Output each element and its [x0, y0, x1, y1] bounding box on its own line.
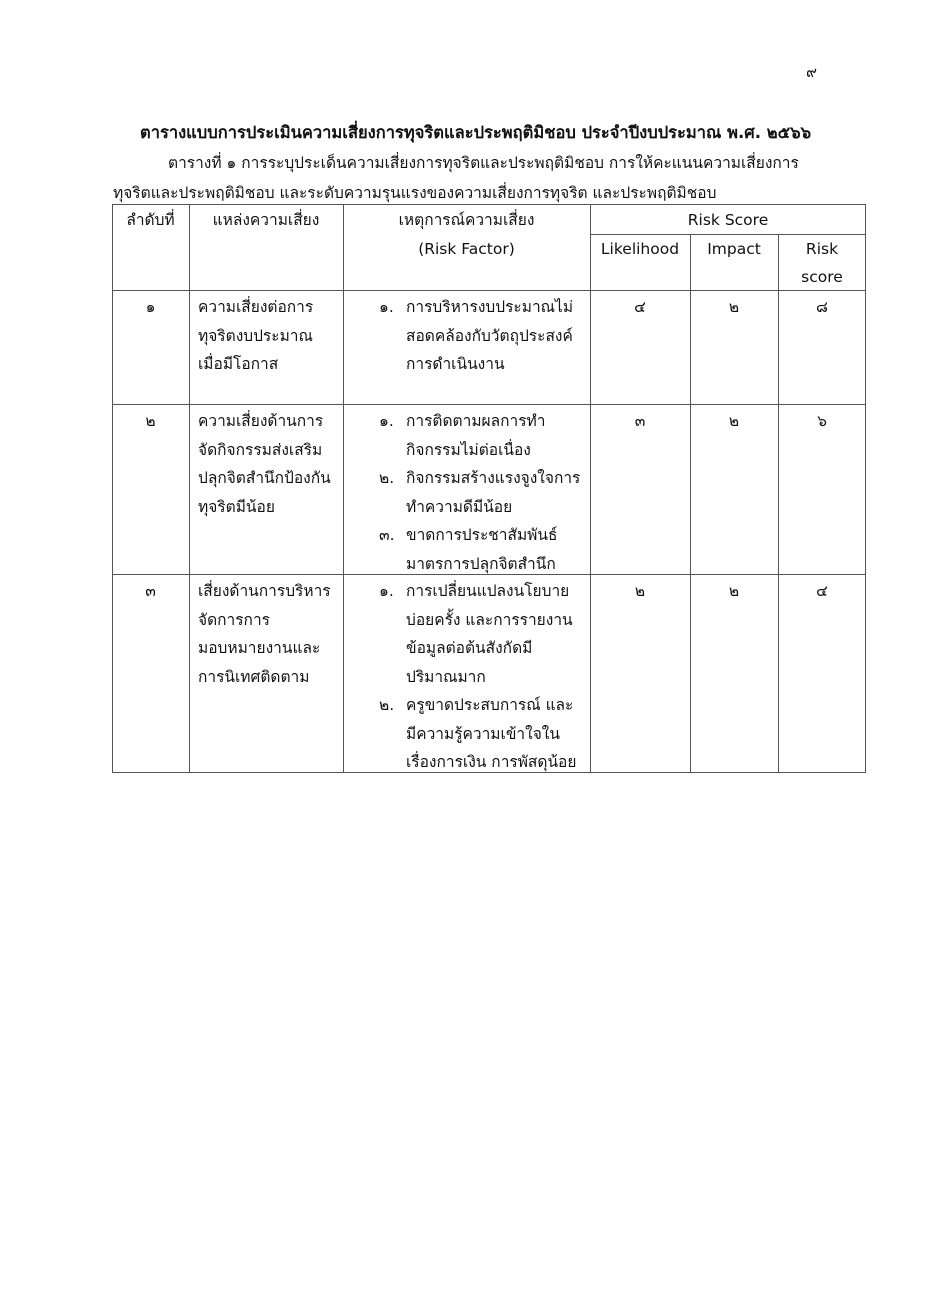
row-2-score: ๖ — [817, 412, 827, 430]
factor-text: การเปลี่ยนแปลงนโยบาย บ่อยครั้ง และการรายงาน ข้อมูลต่อต้นสังกัดมี ปริมาณมาก — [406, 582, 573, 686]
intro-line-2: ทุจริตและประพฤติมิชอบ และระดับความรุนแรงของความเสี่ยงการทุจริต และประพฤติมิชอบ — [113, 184, 717, 202]
source-line: ทุจริตมีน้อย — [198, 497, 275, 516]
source-line: ความเสี่ยงด้านการ — [198, 412, 324, 430]
row-2-source — [198, 407, 331, 521]
row-1-impact: ๒ — [728, 298, 740, 316]
source-line: การนิเทศติดตาม — [198, 667, 310, 686]
factor-text: การบริหารงบประมาณไม่ สอดคล้องกับวัตถุประสงค์ การดำเนินงาน — [406, 298, 574, 373]
intro-line-1: ตารางที่ ๑ การระบุประเด็นความเสี่ยงการทุจริตและประพฤติมิชอบ การให้คะแนนความเสี่ยงการ — [168, 154, 799, 172]
row-2-likelihood: ๓ — [634, 412, 646, 430]
factor-text: กิจกรรมสร้างแรงจูงใจการ ทำความดีมีน้อย — [406, 469, 581, 516]
source-line: จัดกิจกรรมส่งเสริม — [198, 440, 323, 459]
col-divider-1 — [189, 204, 190, 773]
source-line: ทุจริตงบประมาณ — [198, 326, 313, 345]
row-3-impact: ๒ — [728, 582, 740, 600]
table-border-left — [112, 204, 113, 773]
page-title: ตารางแบบการประเมินความเสี่ยงการทุจริตและประพฤติมิชอบ ประจำปีงบประมาณ พ.ศ. ๒๕๖๖ — [140, 123, 812, 142]
row-2-impact: ๒ — [728, 412, 740, 430]
header-risk-score: Risk Score — [687, 211, 769, 229]
row-1-bottom-line — [112, 404, 866, 405]
table-border-top — [112, 204, 866, 205]
header-score-line-2: score — [801, 268, 843, 286]
source-line: เมื่อมีโอกาส — [198, 355, 279, 373]
header-likelihood: Likelihood — [600, 240, 680, 258]
header-source: แหล่งความเสี่ยง — [212, 211, 320, 229]
source-line: เสี่ยงด้านการบริหาร — [198, 582, 331, 600]
row-3-score: ๔ — [816, 582, 828, 600]
header-score-line-1: Risk — [805, 240, 839, 258]
factor-number: ๑. — [379, 412, 394, 430]
factor-number: ๑. — [379, 582, 394, 600]
factor-number: ๒. — [379, 469, 395, 487]
row-1-source — [198, 293, 313, 379]
factor-number: ๓. — [379, 526, 395, 544]
col-divider-2 — [343, 204, 344, 773]
row-3-order: ๓ — [145, 582, 156, 600]
factor-text: ครูขาดประสบการณ์ และ มีความรู้ความเข้าใจใน เรื่องการเงิน การพัสดุน้อย — [406, 696, 577, 771]
factor-number: ๑. — [379, 298, 394, 316]
factor-text: ขาดการประชาสัมพันธ์ มาตรการปลุกจิตสำนึก — [406, 526, 558, 573]
source-line: ความเสี่ยงต่อการ — [198, 298, 314, 316]
header-event-en: (Risk Factor) — [418, 240, 515, 258]
page-number: ๙ — [806, 63, 817, 81]
source-line: จัดการการ — [198, 610, 270, 629]
header-order: ลำดับที่ — [126, 211, 175, 229]
source-line: ปลุกจิตสำนึกป้องกัน — [198, 469, 331, 487]
row-2-order: ๒ — [145, 412, 156, 430]
source-line: มอบหมายงานและ — [198, 639, 321, 657]
row-3-likelihood: ๒ — [634, 582, 646, 600]
header-bottom-line — [112, 290, 866, 291]
header-event: เหตุการณ์ความเสี่ยง — [398, 211, 535, 229]
row-3-source — [198, 577, 331, 691]
col-divider-3 — [590, 204, 591, 773]
factor-text: การติดตามผลการทำ กิจกรรมไม่ต่อเนื่อง — [406, 412, 546, 459]
risk-table — [112, 204, 866, 773]
row-1-score: ๘ — [816, 298, 828, 316]
row-1-order: ๑ — [145, 298, 156, 316]
row-1-likelihood: ๔ — [634, 298, 646, 316]
header-impact: Impact — [707, 240, 761, 258]
factor-number: ๒. — [379, 696, 395, 714]
